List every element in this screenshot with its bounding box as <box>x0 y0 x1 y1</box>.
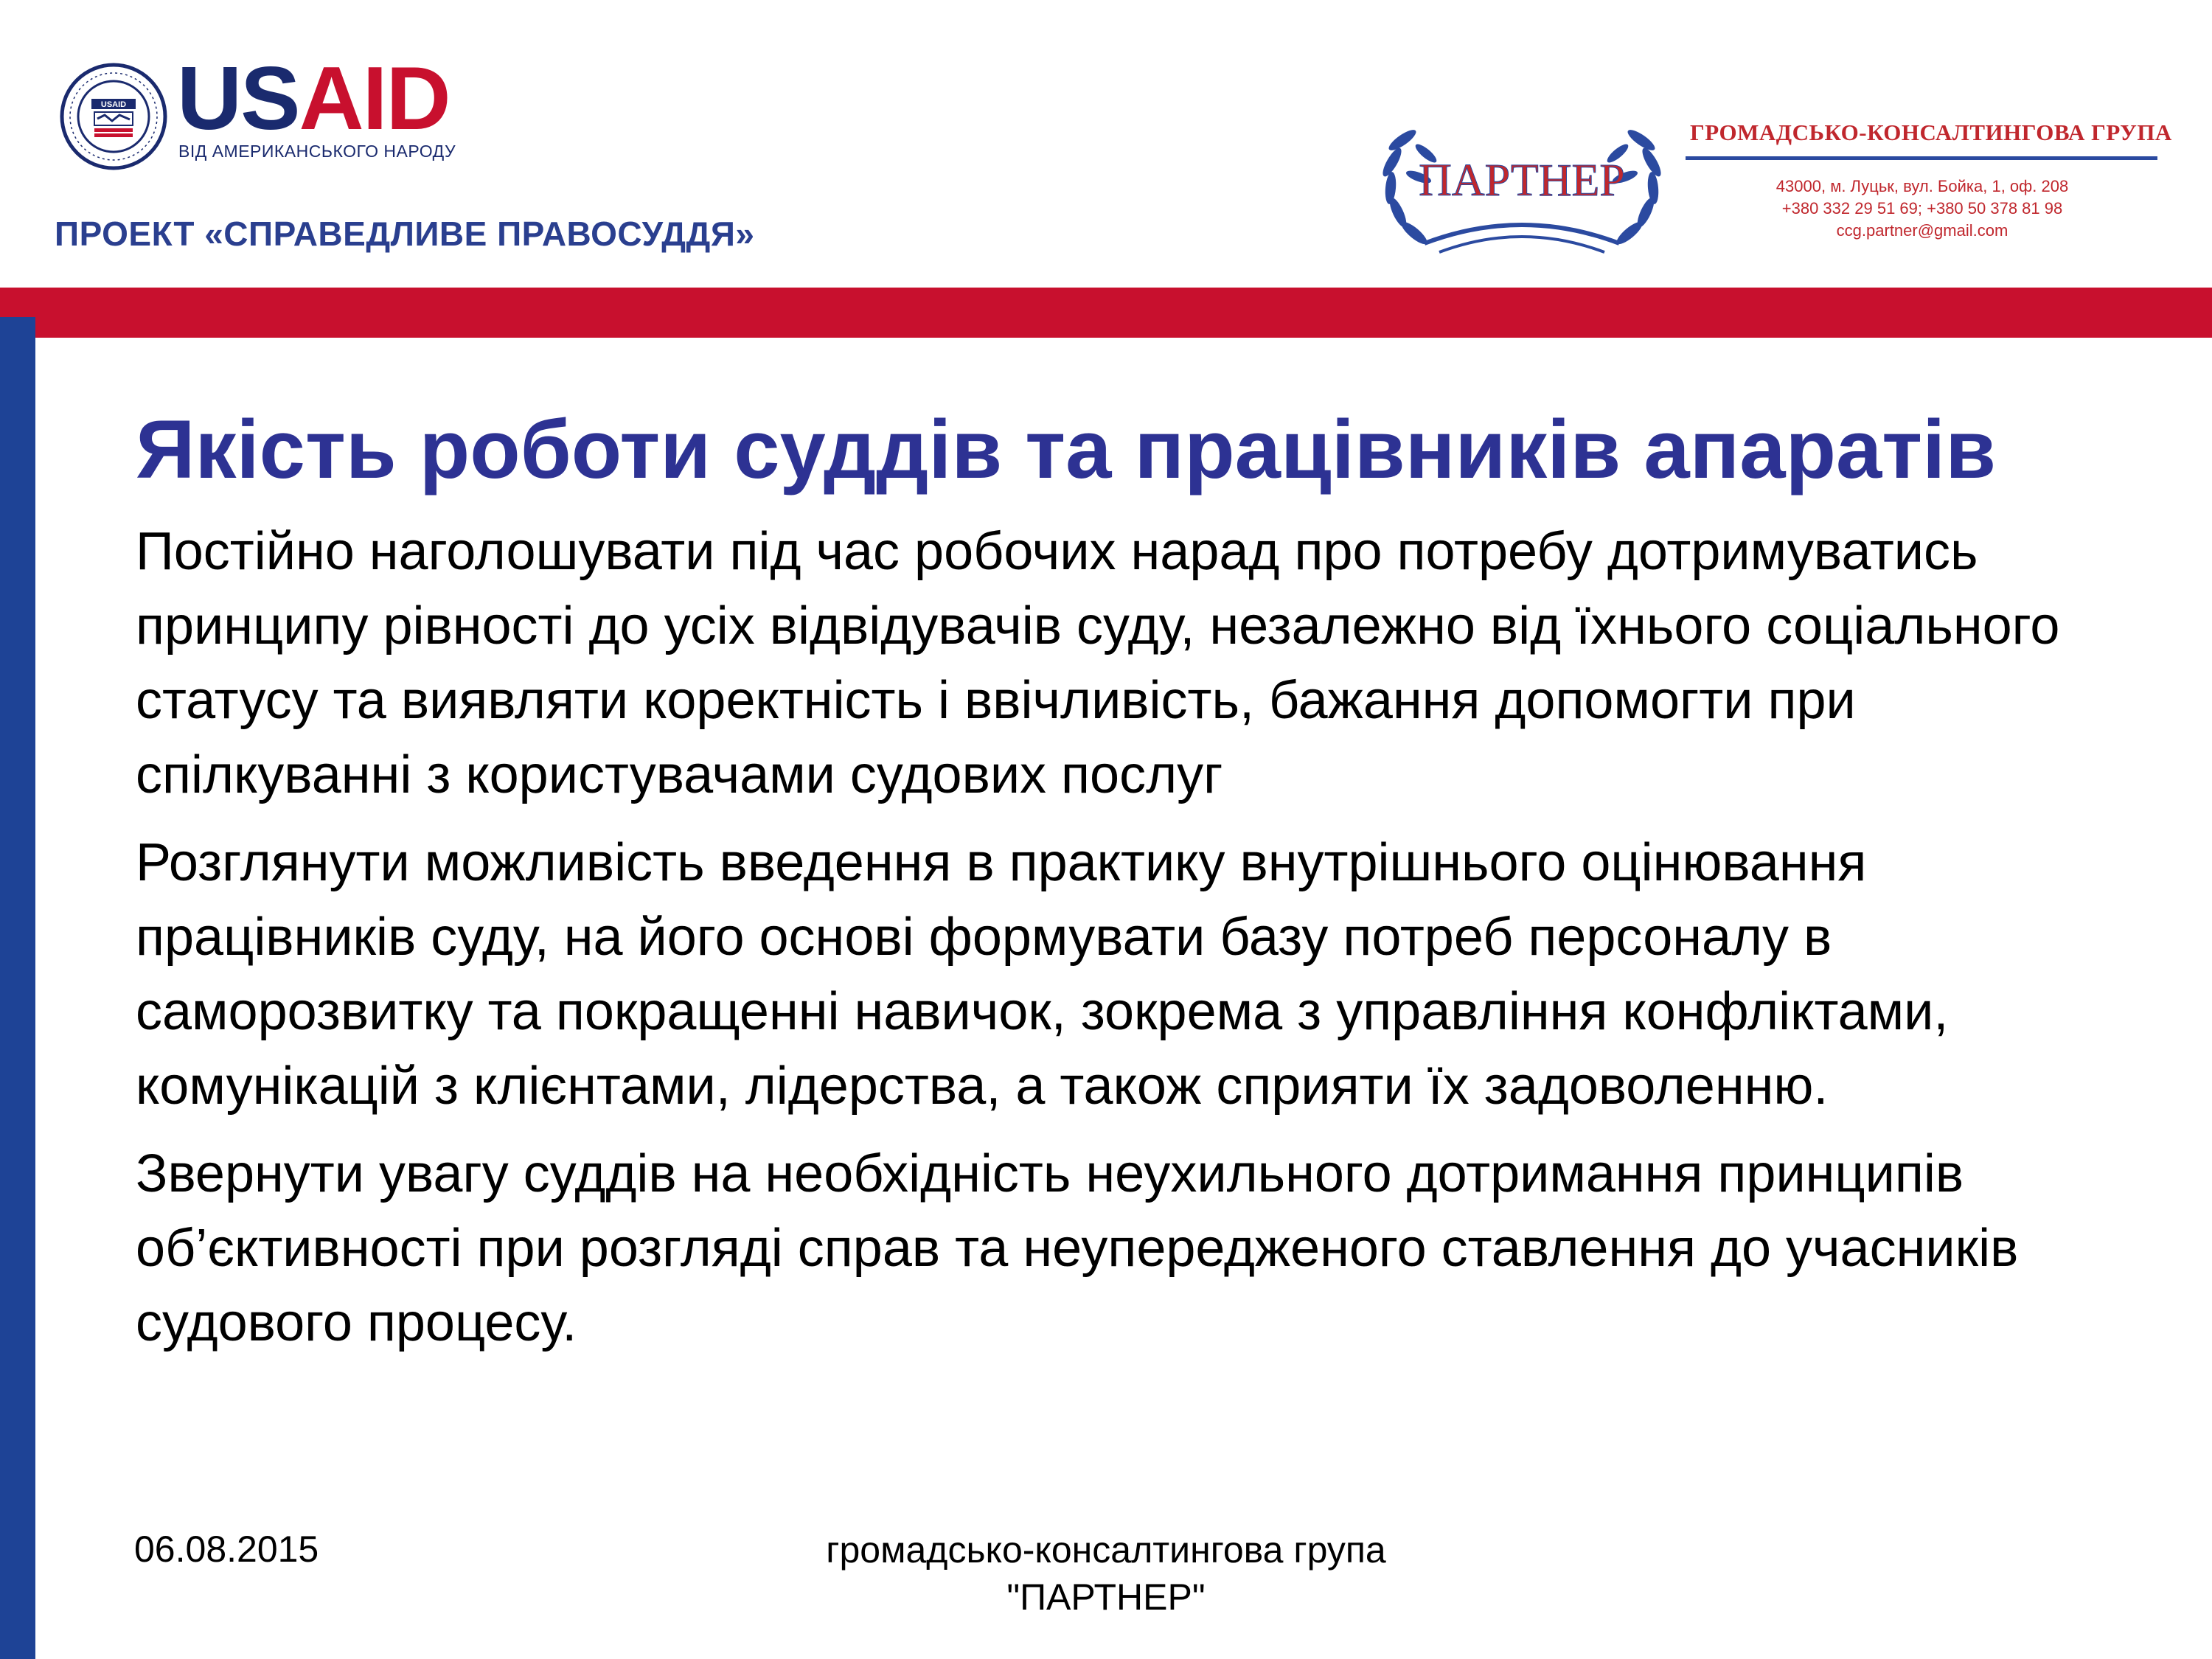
svg-text:USAID: USAID <box>100 100 127 109</box>
partner-address: 43000, м. Луцьк, вул. Бойка, 1, оф. 208 <box>1775 177 2069 195</box>
svg-text:ПАРТНЕР: ПАРТНЕР <box>1419 156 1625 206</box>
partner-contacts <box>1690 175 2154 242</box>
partner-phones: +380 332 29 51 69; +380 50 378 81 98 <box>1781 199 2063 218</box>
usaid-seal-icon <box>59 62 168 171</box>
slide-title: Якість роботи суддів та працівників апаратів <box>136 403 1997 495</box>
left-blue-bar <box>0 317 35 1659</box>
partner-divider <box>1686 156 2157 160</box>
usaid-wordmark: USAID <box>177 48 450 148</box>
project-title: ПРОЕКТ «СПРАВЕДЛИВЕ ПРАВОСУДДЯ» <box>55 215 755 253</box>
slide-body <box>136 515 2082 1374</box>
paragraph-3: Звернути увагу суддів на необхідність неухильного дотримання принципів об’єктивності при розгляді справ та неупередженого ставлення до учасників судового процесу. <box>136 1144 2019 1352</box>
paragraph-2: Розглянути можливість введення в практику внутрішнього оцінювання працівників суду, на його основі формувати базу потреб персоналу в саморозвитку та покращенні навичок, зокрема з управління конфліктами, комунікацій з клієнтами, лідерства, а також сприяти їх задоволенню. <box>136 833 1949 1116</box>
usaid-tagline: ВІД АМЕРИКАНСЬКОГО НАРОДУ <box>178 142 456 161</box>
header-red-band <box>0 288 2212 338</box>
partner-group-title: ГРОМАДСЬКО-КОНСАЛТИНГОВА ГРУПА <box>1690 119 2172 145</box>
paragraph-1: Постійно наголошувати під час робочих нарад про потребу дотримуватись принципу рівності до усіх відвідувачів суду, незалежно від їхнього соціального статусу та виявляти коректність і ввічливість, бажання допомогти при спілкуванні з користувачами судових послуг <box>136 522 2060 804</box>
footer-organization <box>774 1526 1438 1621</box>
footer-org-line-2: "ПАРТНЕР" <box>1006 1576 1206 1618</box>
partner-laurel-icon <box>1373 118 1671 258</box>
footer-org-line-1: громадсько-консалтингова група <box>826 1529 1386 1571</box>
partner-email: ccg.partner@gmail.com <box>1836 221 2008 240</box>
footer-date: 06.08.2015 <box>134 1528 319 1570</box>
